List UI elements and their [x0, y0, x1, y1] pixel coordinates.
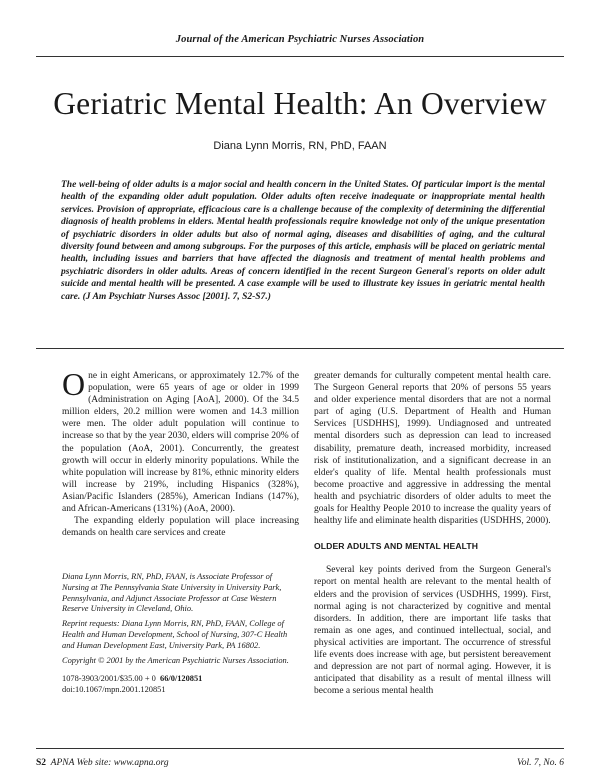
doi: doi:10.1067/mpn.2001.120851 — [62, 685, 166, 695]
paragraph — [62, 366, 299, 515]
drop-cap: O — [62, 366, 86, 402]
footer-rule — [36, 748, 564, 749]
article-author: Diana Lynn Morris, RN, PhD, FAAN — [213, 140, 387, 152]
author-notes — [62, 572, 299, 700]
issn-line — [62, 674, 299, 696]
journal-header: Journal of the American Psychiatric Nurses Association — [175, 34, 425, 45]
page-number: S2 — [36, 758, 47, 768]
issn: 1078-3903/2001/$35.00 + 0 — [62, 674, 156, 684]
affiliation-note: Diana Lynn Morris, RN, PhD, FAAN, is Associate Professor of Nursing at The Pennsylvania State University in University Park, Pennsylvania, and Adjunct Associate Professor at Case Western Reserve University in Cleveland, Ohio. — [62, 572, 282, 614]
article-title: Geriatric Mental Health: An Overview — [53, 86, 547, 121]
copyright-note: Copyright © 2001 by the American Psychiatric Nurses Association. — [62, 655, 289, 665]
paragraph: Several key points derived from the Surgeon General's report on mental health are relevant to the mental health of elders and the provision of services (USDHHS, 1999). First, normal aging is not characterized by cognitive and mental disorders. In addition, there are important life tasks that remain as one ages, and continued intellectual, social, and physical activities are important. The occurrence of stressful life events does increase with age, but persistent bereavement and depression are not part of normal aging. However, it is anticipated that disability as a result of mental illness will become a serious mental health — [314, 565, 551, 697]
issn-code: 66/0/120851 — [160, 674, 203, 684]
header-rule — [36, 56, 564, 57]
website-link[interactable]: APNA Web site: www.apna.org — [50, 758, 169, 768]
reprint-note: Reprint requests: Diana Lynn Morris, RN, PhD, FAAN, College of Health and Human Development, School of Nursing, 307-C Health and Human Development East, University Park, PA 16802. — [62, 619, 288, 650]
abstract: The well-being of older adults is a major social and health concern in the United States. Of particular import is the mental health of the expanding older adult population. Older adults often receive inadequate or inappropriate mental health services. Provision of appropriate, efficacious care is a challenge because of the complexity of determining the differential diagnosis of health problems in elders. Mental health professionals require knowledge not only of the unique presentation of psychiatric disorders in older adults but also of normal aging, diseases and disabilities of aging, and the cultural diversity found between and among subgroups. For the purposes of this article, emphasis will be placed on geriatric mental health, including issues and barriers that have affected the diagnosis and treatment of mental health problems and psychiatric disorders in older adults. Areas of concern identified in the recent Surgeon General's reports on older adult suicide and mental health will be presented. A case example will be used to illustrate key issues in geriatric mental health care. (J Am Psychiatr Nurses Assoc [2001]. 7, S2-S7.) — [61, 180, 545, 302]
page-footer — [36, 758, 564, 768]
body-column-left — [62, 366, 299, 539]
volume-info: Vol. 7, No. 6 — [517, 758, 564, 768]
paragraph: The expanding elderly population will place increasing demands on health care services and create — [62, 516, 299, 539]
paragraph: greater demands for culturally competent mental health care. The Surgeon General reports that 20% of persons 55 years and older experience mental disorders that are not a normal part of aging (U.S. Department of Health and Human Services [USDHHS], 1999). Undiagnosed and untreated mental disorders such as depression can lead to increased disability, premature death, increased morbidity, increased risk of institutionalization, and a significant decrease in an elder's quality of life. Mental health professionals must become proactive and aggressive in addressing the mental health and psychiatric disorders of older adults to meet the goals for Healthy People 2010 to increase the quality years of healthy life and eliminate health disparities (USDHHS, 2000). — [314, 371, 551, 527]
body-column-right — [314, 370, 551, 697]
section-heading: OLDER ADULTS AND MENTAL HEALTH — [314, 541, 479, 552]
abstract-rule — [36, 348, 564, 349]
paragraph-text: ne in eight Americans, or approximately 12.7% of the population, were 65 years of age or older in 1999 (Administration on Aging [AoA], 2000). Of the 34.5 million elders, 20.2 million were women and 14.3 million were men. The older adult population will continue to increase so that by the year 2030, elders will comprise 20% of the population (AoA, 2001). Concurrently, the greatest growth will occur in elderly minority populations. While the white population will increase by 81%, ethnic minority elders will increase by 219%, including Hispanics (328%), Asian/Pacific Islanders (285%), American Indians (147%), and African-Americans (131%) (AoA, 2000). — [62, 371, 299, 515]
